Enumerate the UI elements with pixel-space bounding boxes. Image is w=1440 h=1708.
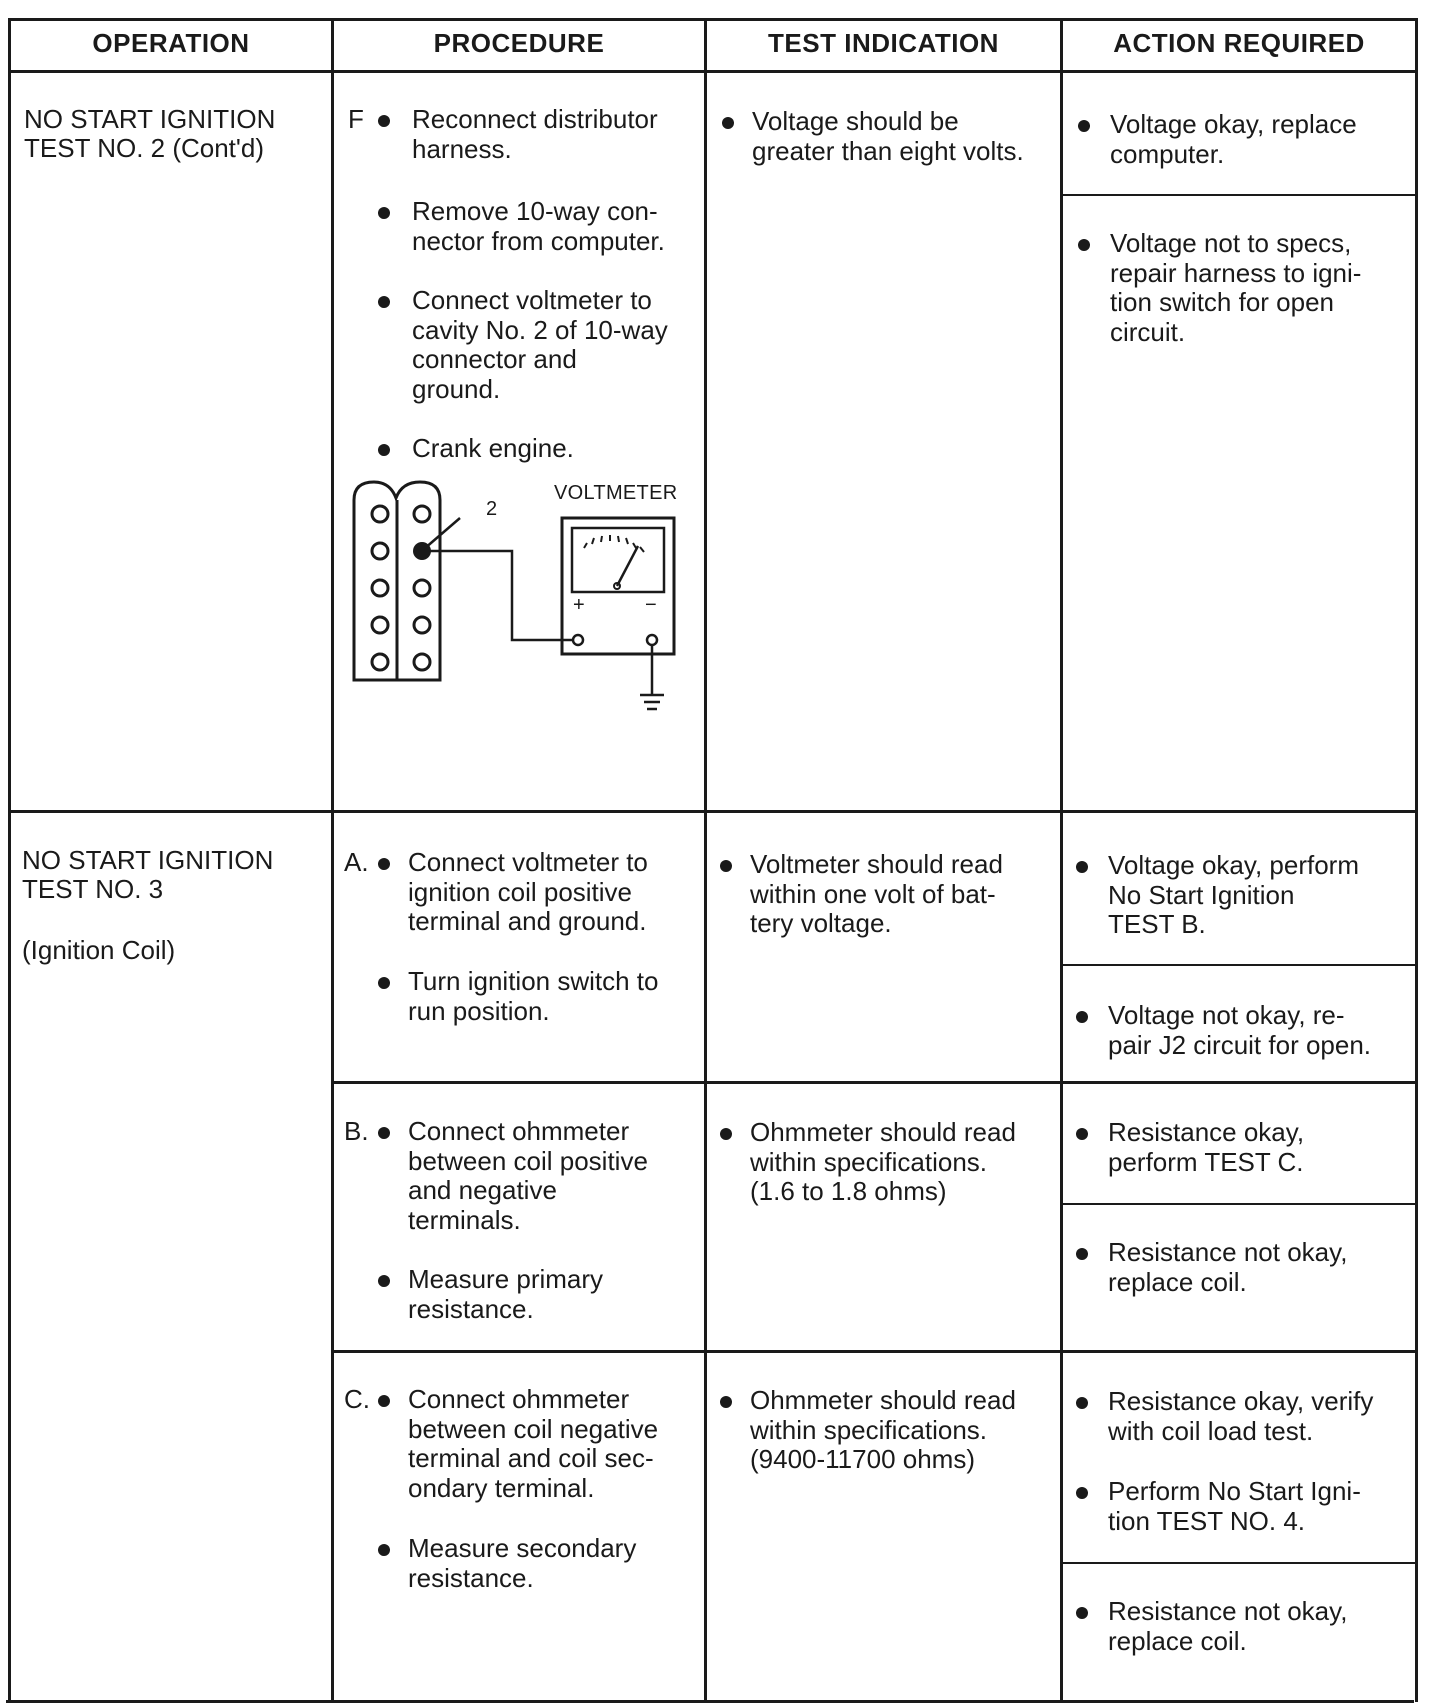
header-operation: OPERATION [92, 28, 250, 58]
operation-test-3: NO START IGNITION TEST NO. 3 [22, 845, 274, 904]
procedure-text: Measure primary resistance. [408, 1264, 604, 1324]
action-text: Perform No Start Igni- tion TEST NO. 4. [1108, 1476, 1361, 1536]
voltmeter-diagram [340, 470, 700, 730]
test-indication-text: Ohmmeter should read within specifications. (1.6 to 1.8 ohms) [750, 1117, 1016, 1206]
action-text: Resistance not okay, replace coil. [1108, 1596, 1348, 1656]
procedure-text: Connect ohmmeter between coil positive and negative terminals. [408, 1116, 648, 1235]
action-item [1072, 1597, 1412, 1657]
pin-number-label: 2 [486, 498, 498, 520]
bullet [378, 1275, 390, 1287]
test-indication-item [716, 850, 1056, 940]
bullet [1076, 1487, 1088, 1499]
procedure-item [344, 1534, 699, 1594]
procedure-text: Remove 10-way con- nector from computer. [412, 196, 665, 256]
procedure-text: Reconnect distributor harness. [412, 104, 658, 164]
procedure-text: Measure secondary resistance. [408, 1533, 637, 1593]
action-text: Voltage okay, perform No Start Ignition TEST B. [1108, 850, 1359, 939]
procedure-item [348, 434, 698, 466]
bullet [378, 444, 390, 456]
test-indication-text: Ohmmeter should read within specifications. (9400-11700 ohms) [750, 1385, 1016, 1474]
procedure-text: Connect voltmeter to ignition coil positive terminal and ground. [408, 847, 648, 936]
bullet [378, 858, 390, 870]
bullet [378, 1127, 390, 1139]
header-procedure: PROCEDURE [433, 28, 605, 58]
bullet [1076, 1397, 1088, 1409]
bullet [378, 115, 390, 127]
bullet [720, 860, 732, 872]
procedure-text: Crank engine. [412, 433, 574, 463]
procedure-text: Connect ohmmeter between coil negative terminal and coil sec- ondary terminal. [408, 1384, 659, 1503]
bullet [378, 1395, 390, 1407]
step-label: A. [344, 847, 369, 877]
bullet [378, 296, 390, 308]
action-text: Voltage not to specs, repair harness to igni- tion switch for open circuit. [1110, 228, 1362, 347]
action-text: Resistance not okay, replace coil. [1108, 1237, 1348, 1297]
action-text: Voltage not okay, re- pair J2 circuit for open. [1108, 1000, 1372, 1060]
operation-subtitle: (Ignition Coil) [22, 935, 176, 965]
bullet [720, 1128, 732, 1140]
step-label: C. [344, 1384, 370, 1414]
action-text: Resistance okay, perform TEST C. [1108, 1117, 1305, 1177]
action-text: Resistance okay, verify with coil load test. [1108, 1386, 1374, 1446]
test-indication-item [716, 1386, 1056, 1476]
action-item [1072, 1477, 1412, 1537]
action-item [1072, 851, 1412, 941]
procedure-item [344, 967, 699, 1027]
action-item [1072, 1387, 1412, 1447]
procedure-item [348, 105, 698, 165]
test-indication-text: Voltage should be greater than eight volts. [752, 106, 1024, 166]
procedure-text: Turn ignition switch to run position. [408, 966, 659, 1026]
action-item [1074, 110, 1414, 170]
bullet [378, 207, 390, 219]
procedure-item [348, 286, 698, 406]
bullet [378, 977, 390, 989]
action-item [1072, 1001, 1412, 1061]
bullet [378, 1544, 390, 1556]
step-label: F [348, 104, 364, 134]
operation-test-2: NO START IGNITION TEST NO. 2 (Cont'd) [24, 104, 276, 163]
action-item [1074, 229, 1414, 349]
bullet [1076, 1607, 1088, 1619]
bullet [1076, 1128, 1088, 1140]
action-text: Voltage okay, replace computer. [1110, 109, 1357, 169]
bullet [1076, 861, 1088, 873]
header-action-required: ACTION REQUIRED [1113, 28, 1365, 58]
test-indication-text: Voltmeter should read within one volt of bat- tery voltage. [750, 849, 1003, 938]
bullet [722, 117, 734, 129]
bullet [720, 1396, 732, 1408]
header-test-indication: TEST INDICATION [768, 28, 999, 58]
test-indication-item [718, 107, 1058, 167]
procedure-item [344, 1117, 699, 1237]
plus-sign: + [573, 594, 585, 616]
procedure-item [344, 848, 699, 938]
action-item [1072, 1238, 1412, 1298]
bullet [1078, 239, 1090, 251]
procedure-item [348, 197, 698, 257]
action-item [1072, 1118, 1412, 1178]
bullet [1076, 1011, 1088, 1023]
test-indication-item [716, 1118, 1056, 1208]
bullet [1078, 120, 1090, 132]
procedure-text: Connect voltmeter to cavity No. 2 of 10-way connector and ground. [412, 285, 668, 404]
step-label: B. [344, 1116, 369, 1146]
procedure-item [344, 1385, 699, 1505]
voltmeter-label: VOLTMETER [554, 482, 678, 504]
procedure-item [344, 1265, 699, 1325]
bullet [1076, 1248, 1088, 1260]
minus-sign: − [645, 594, 657, 616]
